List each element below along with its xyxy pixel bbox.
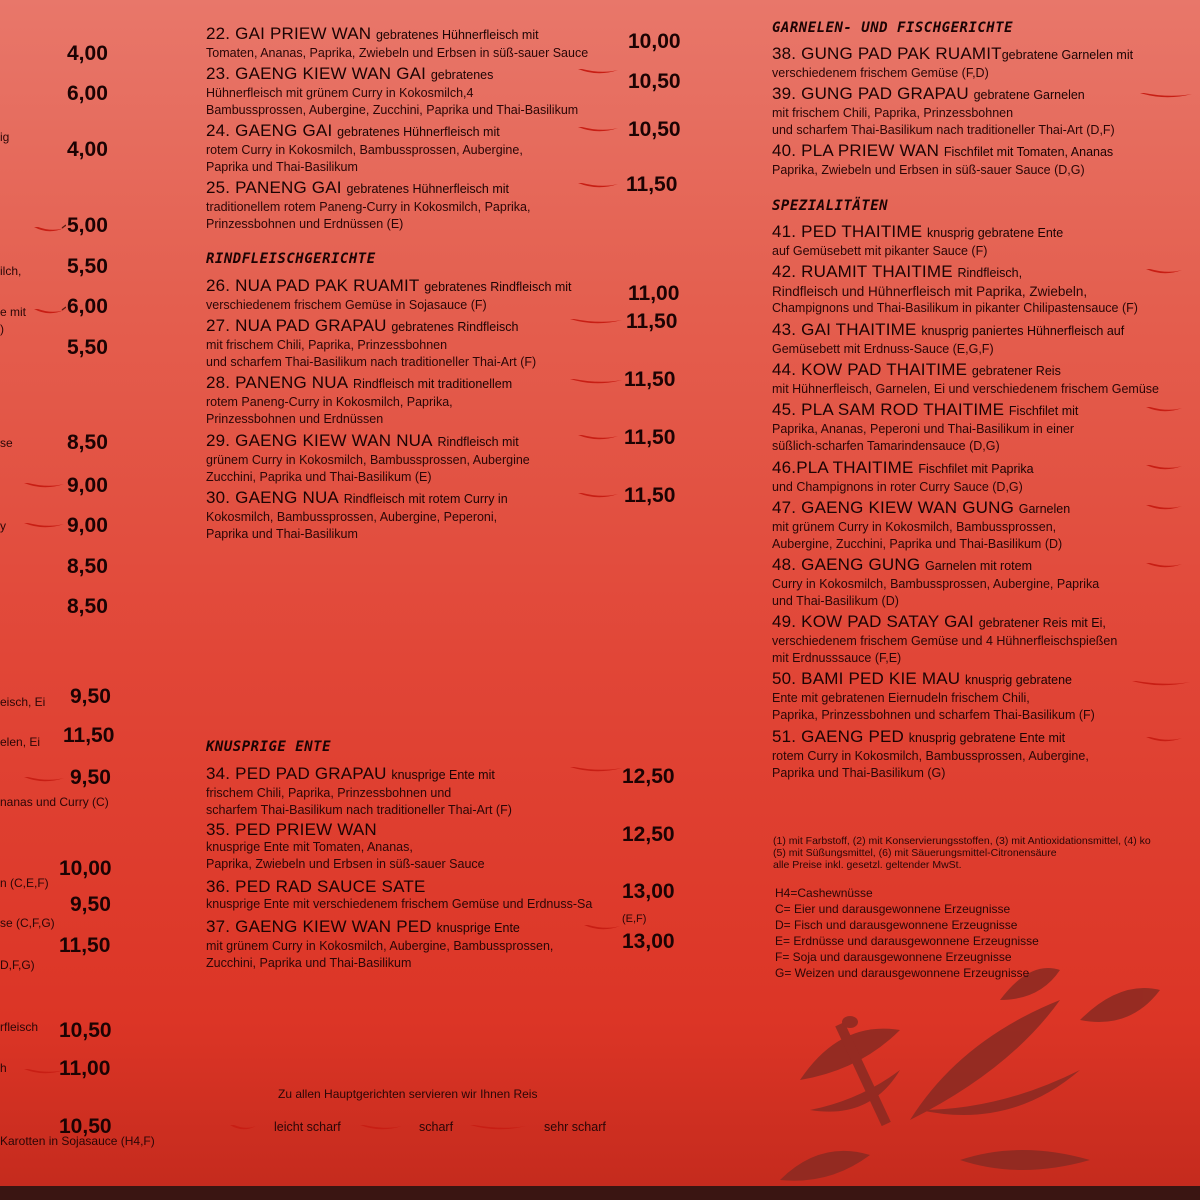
allergen-code: (E,F) — [622, 913, 647, 925]
dish-description: Rindfleisch mit — [437, 435, 519, 449]
chili-icon — [568, 376, 624, 386]
dish-description: Prinzessbohnen und Erdnüssen — [206, 412, 384, 426]
price: 11,50 — [624, 484, 676, 507]
dish-description: Tomaten, Ananas, Paprika, Zwiebeln und Erbsen in süß-sauer Sauce — [206, 46, 589, 60]
dish-description: gebratene Garnelen mit — [1001, 48, 1134, 62]
dish-description: mit frischem Chili, Paprika, Prinzessbohnen — [206, 338, 448, 352]
menu-item-30 — [206, 488, 508, 543]
price: 11,50 — [626, 173, 678, 196]
dish-description: Bambussprossen, Aubergine, Zucchini, Paprika und Thai-Basilikum — [206, 103, 579, 117]
dish-description: scharfem Thai-Basilikum nach traditioneller Thai-Art (F) — [206, 803, 512, 817]
dish-name: 30. GAENG NUA — [206, 488, 339, 507]
dish-description: gebratenes Hühnerfleisch mit — [346, 182, 510, 196]
chili-icon — [576, 66, 620, 76]
cut-text: n (C,E,F) — [0, 876, 49, 890]
dish-description: gebratenes Hühnerfleisch mit — [337, 125, 500, 139]
cut-text: y — [0, 519, 6, 533]
dish-description: traditionellem rotem Paneng-Curry in Kokosmilch, Paprika, — [206, 200, 531, 214]
chili-icon — [1130, 678, 1192, 688]
dish-description: Paprika, Zwiebeln und Erbsen in süß-sauer Sauce (D,G) — [772, 163, 1085, 177]
price: 13,00 — [622, 880, 675, 903]
dish-description: Zucchini, Paprika und Thai-Basilikum (E) — [206, 470, 432, 484]
price: 4,00 — [67, 138, 108, 161]
chili-icon — [576, 490, 620, 500]
chili-icon — [468, 1122, 528, 1132]
menu-item-51 — [772, 727, 1089, 782]
spice-hot-label: sehr scharf — [544, 1120, 606, 1134]
cut-text: h — [0, 1061, 7, 1075]
allergen-line: D= Fisch und darausgewonnene Erzeugnisse — [775, 918, 1018, 932]
menu-item-48 — [772, 555, 1099, 610]
menu-item-37 — [206, 917, 553, 972]
chili-icon — [1138, 90, 1194, 100]
dish-description: rotem Paneng-Curry in Kokosmilch, Paprika, — [206, 395, 453, 409]
allergen-line: F= Soja und darausgewonnene Erzeugnisse — [775, 950, 1012, 964]
menu-item-41 — [772, 222, 1063, 260]
price: 9,00 — [67, 474, 108, 497]
dish-description: Paprika und Thai-Basilikum — [206, 160, 358, 174]
chili-icon — [576, 432, 620, 442]
price: 11,50 — [624, 426, 676, 449]
dish-name: 34. PED PAD GRAPAU — [206, 764, 387, 783]
dish-description: verschiedenem frischem Gemüse (F,D) — [772, 66, 989, 80]
price: 10,50 — [59, 1115, 112, 1138]
dragonfly-decoration — [760, 960, 1170, 1190]
chili-icon — [582, 922, 622, 932]
price: 4,00 — [67, 42, 108, 65]
dish-description: Kokosmilch, Bambussprossen, Aubergine, Peperoni, — [206, 510, 498, 524]
cut-text: Karotten in Sojasauce (H4,F) — [0, 1134, 155, 1148]
dish-description: Champignons und Thai-Basilikum in pikanter Chilipastensauce (F) — [772, 301, 1138, 315]
price: 8,50 — [67, 555, 108, 578]
chili-icon — [358, 1122, 404, 1132]
dish-description: knusprige Ente mit — [391, 768, 495, 782]
dish-name: 22. GAI PRIEW WAN — [206, 24, 372, 43]
price: 5,50 — [67, 255, 108, 278]
menu-item-34 — [206, 764, 512, 819]
dish-name: 27. NUA PAD GRAPAU — [206, 316, 387, 335]
price: 5,50 — [67, 336, 108, 359]
price: 10,50 — [628, 70, 681, 93]
footnote-line: (1) mit Farbstoff, (2) mit Konservierungsstoffen, (3) mit Antioxidationsmittel, (4) ko — [773, 835, 1151, 847]
dish-name: 44. KOW PAD THAITIME — [772, 360, 968, 379]
cut-text: ilch, — [0, 264, 22, 278]
menu-item-40 — [772, 141, 1113, 179]
bottom-bar — [0, 1186, 1200, 1200]
dish-description: Gemüsebett mit Erdnuss-Sauce (E,G,F) — [772, 342, 994, 356]
dish-description: gebratenes — [430, 68, 494, 82]
menu-item-39 — [772, 84, 1115, 139]
menu-item-27 — [206, 316, 536, 371]
dish-description: mit grünem Curry in Kokosmilch, Bambussprossen, — [772, 520, 1057, 534]
chili-icon — [1144, 462, 1184, 472]
cut-text: eisch, Ei — [0, 695, 46, 709]
dish-description: gebratenes Hühnerfleisch mit — [375, 28, 539, 42]
price: 11,00 — [59, 1057, 111, 1080]
dish-description: süßlich-scharfen Tamarindensauce (D,G) — [772, 439, 1000, 453]
cut-text: se (C,F,G) — [0, 916, 55, 930]
dish-name: 45. PLA SAM ROD THAITIME — [772, 400, 1005, 419]
chili-icon — [1144, 404, 1184, 414]
dish-name: 42. RUAMIT THAITIME — [772, 262, 953, 281]
dish-description: mit grünem Curry in Kokosmilch, Aubergine, Bambussprossen, — [206, 939, 554, 953]
dish-name: 24. GAENG GAI — [206, 121, 333, 140]
price: 6,00 — [67, 82, 108, 105]
price: 9,50 — [70, 893, 111, 916]
menu-item-25 — [206, 178, 530, 233]
price: 10,00 — [628, 30, 681, 53]
dish-description: gebratener Reis — [971, 364, 1061, 378]
dish-name: 35. PED PRIEW WAN — [206, 820, 377, 839]
dish-description: Zucchini, Paprika und Thai-Basilikum — [206, 956, 412, 970]
dish-description: grünem Curry in Kokosmilch, Bambussprossen, Aubergine — [206, 453, 530, 467]
dish-name: 23. GAENG KIEW WAN GAI — [206, 64, 427, 83]
dish-description: mit frischem Chili, Paprika, Prinzessbohnen — [772, 106, 1014, 120]
dish-description: gebratenes Rindfleisch mit — [424, 280, 572, 294]
dish-description: Paprika, Prinzessbohnen und scharfem Thai-Basilikum (F) — [772, 708, 1095, 722]
price: 11,50 — [59, 934, 111, 957]
dish-description: Hühnerfleisch mit grünem Curry in Kokosmilch,4 — [206, 86, 474, 100]
dish-description: und Champignons in roter Curry Sauce (D,G) — [772, 480, 1023, 494]
price: 9,50 — [70, 685, 111, 708]
menu-item-49 — [772, 612, 1117, 667]
dish-name: 47. GAENG KIEW WAN GUNG — [772, 498, 1015, 517]
dish-description: rotem Curry in Kokosmilch, Bambussprossen, Aubergine, — [772, 749, 1089, 763]
dish-description: Fischfilet mit Paprika — [918, 462, 1034, 476]
dish-description: Fischfilet mit — [1008, 404, 1079, 418]
dish-description: Rindfleisch mit traditionellem — [353, 377, 513, 391]
dish-description: Paprika und Thai-Basilikum (G) — [772, 766, 946, 780]
dish-name: 29. GAENG KIEW WAN NUA — [206, 431, 433, 450]
dish-name: 40. PLA PRIEW WAN — [772, 141, 940, 160]
menu-item-46 — [772, 458, 1034, 496]
section-heading: KNUSPRIGE ENTE — [206, 739, 332, 755]
dish-name: 41. PED THAITIME — [772, 222, 923, 241]
dish-name: 25. PANENG GAI — [206, 178, 342, 197]
cut-text: se — [0, 436, 13, 450]
dish-name: 48. GAENG GUNG — [772, 555, 921, 574]
cut-text: D,F,G) — [0, 958, 35, 972]
cut-text: rfleisch — [0, 1020, 39, 1034]
chili-icon — [22, 1066, 66, 1076]
chili-icon — [22, 520, 66, 530]
allergen-line: G= Weizen und darausgewonnene Erzeugnisse — [775, 966, 1030, 980]
chili-icon — [22, 480, 66, 490]
cut-text: elen, Ei — [0, 735, 41, 749]
section-heading: GARNELEN- UND FISCHGERICHTE — [772, 20, 1014, 36]
dish-description: Garnelen mit rotem — [925, 559, 1032, 573]
chili-icon — [32, 224, 66, 234]
chili-icon — [22, 774, 66, 784]
chili-icon — [568, 764, 624, 774]
dish-description: und scharfem Thai-Basilikum nach traditioneller Thai-Art (D,F) — [772, 123, 1115, 137]
dish-description: knusprig gebratene Ente mit — [908, 731, 1066, 745]
cut-text: ig — [0, 130, 10, 144]
chili-icon — [1144, 734, 1184, 744]
dish-description: knusprig paniertes Hühnerfleisch auf — [921, 324, 1125, 338]
dish-description: Rindfleisch mit rotem Curry in — [343, 492, 508, 506]
dish-description: Fischfilet mit Tomaten, Ananas — [943, 145, 1114, 159]
price: 9,50 — [70, 766, 111, 789]
cut-text: ) — [0, 322, 4, 336]
price: 9,00 — [67, 514, 108, 537]
dish-description: verschiedenem frischem Gemüse in Sojasauce (F) — [206, 298, 487, 312]
footnote-line: (5) mit Süßungsmittel, (6) mit Säuerungsmittel-Citronensäure — [773, 847, 1057, 859]
chili-icon — [576, 180, 620, 190]
dish-description: Garnelen — [1018, 502, 1071, 516]
cut-text: nanas und Curry (C) — [0, 795, 109, 809]
dish-description: auf Gemüsebett mit pikanter Sauce (F) — [772, 244, 988, 258]
spice-medium-label: scharf — [419, 1120, 454, 1134]
menu-item-36 — [206, 877, 592, 913]
footnotes — [773, 835, 1151, 871]
allergen-line: C= Eier und darausgewonnene Erzeugnisse — [775, 902, 1011, 916]
section-heading: RINDFLEISCHGERICHTE — [206, 251, 376, 267]
allergen-legend — [775, 885, 1039, 981]
dish-description: gebratene Garnelen — [973, 88, 1085, 102]
menu-item-42 — [772, 262, 1138, 317]
dish-name: 38. GUNG PAD PAK RUAMIT — [772, 44, 1002, 63]
price: 13,00 — [622, 930, 675, 953]
price: 11,50 — [63, 724, 115, 747]
dish-name: 39. GUNG PAD GRAPAU — [772, 84, 969, 103]
menu-item-23 — [206, 64, 578, 119]
dish-description: knusprige Ente — [436, 921, 520, 935]
dish-description: verschiedenem frischem Gemüse und 4 Hühnerfleischspießen — [772, 634, 1118, 648]
rice-note: Zu allen Hauptgerichten servieren wir Ihnen Reis — [278, 1087, 538, 1101]
price: 11,50 — [626, 310, 678, 333]
allergen-line: E= Erdnüsse und darausgewonnene Erzeugnisse — [775, 934, 1039, 948]
chili-icon — [1144, 266, 1184, 276]
dish-description: Paprika, Ananas, Peperoni und Thai-Basilikum in einer — [772, 422, 1075, 436]
dish-description: Paprika und Thai-Basilikum — [206, 527, 358, 541]
chili-icon — [1144, 560, 1184, 570]
price: 8,50 — [67, 431, 108, 454]
dish-description: Curry in Kokosmilch, Bambussprossen, Aubergine, Paprika — [772, 577, 1100, 591]
dish-description: Rindfleisch und Hühnerfleisch mit Paprika, Zwiebeln, — [772, 284, 1088, 299]
dish-name: 28. PANENG NUA — [206, 373, 349, 392]
footnote-line: alle Preise inkl. gesetzl. geltender MwSt. — [773, 859, 962, 871]
menu-item-26 — [206, 276, 572, 314]
dish-description: mit Erdnusssauce (F,E) — [772, 651, 902, 665]
dish-description: und scharfem Thai-Basilikum nach traditioneller Thai-Art (F) — [206, 355, 537, 369]
price: 10,00 — [59, 857, 112, 880]
dish-description: und Thai-Basilikum (D) — [772, 594, 899, 608]
dish-name: 37. GAENG KIEW WAN PED — [206, 917, 432, 936]
chili-icon — [568, 316, 624, 326]
price: 11,00 — [628, 282, 680, 305]
price: 8,50 — [67, 595, 108, 618]
dish-description: rotem Curry in Kokosmilch, Bambussprossen, Aubergine, — [206, 143, 523, 157]
dish-name: 51. GAENG PED — [772, 727, 905, 746]
dish-description: Prinzessbohnen und Erdnüssen (E) — [206, 217, 404, 231]
dish-description: frischem Chili, Paprika, Prinzessbohnen und — [206, 786, 452, 800]
chili-icon — [228, 1122, 258, 1132]
menu-item-22 — [206, 24, 588, 62]
menu-item-50 — [772, 669, 1095, 724]
spice-mild-label: leicht scharf — [274, 1120, 341, 1134]
dish-description: gebratenes Rindfleisch — [391, 320, 519, 334]
menu-item-45 — [772, 400, 1078, 455]
dish-name: 26. NUA PAD PAK RUAMIT — [206, 276, 420, 295]
dish-name: 50. BAMI PED KIE MAU — [772, 669, 961, 688]
price: 12,50 — [622, 823, 675, 846]
menu-item-38 — [772, 44, 1133, 82]
menu-item-35 — [206, 820, 485, 873]
menu-item-43 — [772, 320, 1124, 358]
menu-item-44 — [772, 360, 1159, 398]
dish-description: knusprige Ente mit Tomaten, Ananas, — [206, 840, 413, 854]
dish-description: mit Hühnerfleisch, Garnelen, Ei und verschiedenem frischem Gemüse — [772, 382, 1159, 396]
chili-icon — [576, 124, 620, 134]
dish-description: knusprig gebratene — [964, 673, 1072, 687]
dish-description: gebratener Reis mit Ei, — [978, 616, 1106, 630]
menu-item-29 — [206, 431, 530, 486]
dish-name: 43. GAI THAITIME — [772, 320, 917, 339]
dish-description: Paprika, Zwiebeln und Erbsen in süß-sauer Sauce — [206, 857, 485, 871]
cut-text: e mit — [0, 305, 27, 319]
dish-description: Aubergine, Zucchini, Paprika und Thai-Basilikum (D) — [772, 537, 1063, 551]
price: 5,00 — [67, 214, 108, 237]
menu-item-28 — [206, 373, 512, 428]
price: 12,50 — [622, 765, 675, 788]
price: 10,50 — [628, 118, 681, 141]
dish-name: 49. KOW PAD SATAY GAI — [772, 612, 974, 631]
price: 10,50 — [59, 1019, 112, 1042]
dish-description: Ente mit gebratenen Eiernudeln frischem Chili, — [772, 691, 1030, 705]
dish-description: knusprige Ente mit verschiedenem frischem Gemüse und Erdnuss-Sa — [206, 897, 593, 911]
chili-icon — [1144, 502, 1184, 512]
dish-name: 36. PED RAD SAUCE SATE — [206, 877, 426, 896]
price: 11,50 — [624, 368, 676, 391]
dish-description: knusprig gebratene Ente — [927, 226, 1064, 240]
chili-icon — [32, 306, 66, 316]
dish-name: 46.PLA THAITIME — [772, 458, 914, 477]
section-heading: SPEZIALITÄTEN — [772, 198, 889, 214]
price: 6,00 — [67, 295, 108, 318]
allergen-line: H4=Cashewnüsse — [775, 886, 873, 900]
menu-item-47 — [772, 498, 1070, 553]
menu-item-24 — [206, 121, 523, 176]
dish-description: Rindfleisch, — [957, 266, 1023, 280]
